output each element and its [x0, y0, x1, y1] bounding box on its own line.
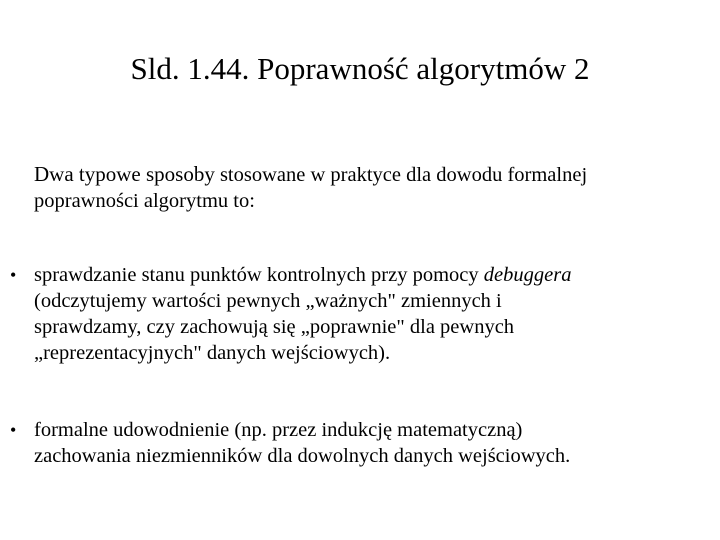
intro-lead: Dwa typowe sposoby: [34, 162, 215, 186]
slide-title: Sld. 1.44. Poprawność algorytmów 2: [130, 51, 590, 86]
bullet-marker: •: [10, 265, 17, 285]
bullet-text: [34, 262, 694, 366]
bullet-text: [34, 417, 694, 469]
intro-line-2: poprawności algorytmu to:: [34, 190, 255, 212]
intro-rest: stosowane w praktyce dla dowodu formalnej: [214, 164, 588, 186]
intro-paragraph: [34, 161, 714, 214]
bullet-line: formalne udowodnienie (np. przez indukcję matematyczną): [34, 419, 523, 441]
bullet-line-pre: sprawdzanie stanu punktów kontrolnych przy pomocy: [34, 264, 484, 286]
bullet-marker: •: [10, 420, 17, 440]
intro-line-1: [34, 161, 714, 188]
bullet-line: [34, 262, 694, 288]
bullet-line: sprawdzamy, czy zachowują się „poprawnie" dla pewnych: [34, 316, 515, 338]
bullet-line: „reprezentacyjnych" danych wejściowych).: [34, 342, 391, 364]
bullet-line-emphasis: debuggera: [483, 264, 572, 286]
bullet-line: zachowania niezmienników dla dowolnych danych wejściowych.: [34, 445, 571, 467]
bullet-line: (odczytujemy wartości pewnych „ważnych" zmiennych i: [34, 290, 502, 312]
